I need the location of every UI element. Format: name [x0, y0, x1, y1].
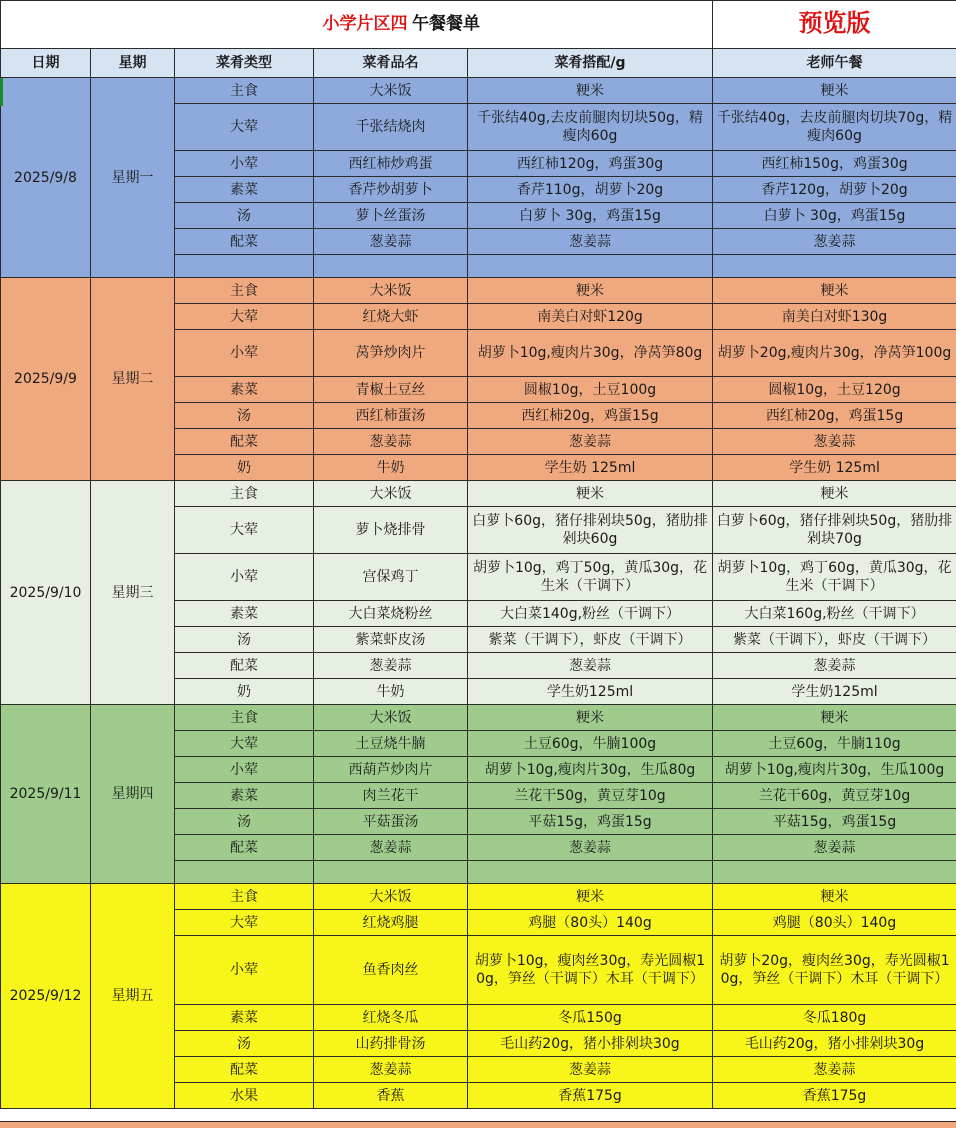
ingredients-cell[interactable]: 葱姜蒜	[468, 1057, 713, 1083]
dish-name-cell[interactable]: 葱姜蒜	[314, 653, 468, 679]
dish-name-cell[interactable]: 千张结烧肉	[314, 104, 468, 151]
dish-name-cell[interactable]: 香芹炒胡萝卜	[314, 177, 468, 203]
dish-type-cell[interactable]: 主食	[175, 278, 314, 304]
table-row	[1, 705, 956, 731]
teacher-lunch-cell[interactable]: 香蕉175g	[713, 1083, 956, 1109]
weekday-cell[interactable]: 星期三	[91, 481, 175, 705]
weekday-cell[interactable]: 星期四	[91, 705, 175, 884]
dish-type-cell[interactable]: 配菜	[175, 835, 314, 861]
dish-type-cell[interactable]: 素菜	[175, 1005, 314, 1031]
table-row	[1, 884, 956, 910]
ingredients-cell[interactable]: 粳米	[468, 278, 713, 304]
teacher-lunch-cell[interactable]: 葱姜蒜	[713, 653, 956, 679]
dish-name-cell[interactable]: 平菇蛋汤	[314, 809, 468, 835]
dish-name-cell[interactable]: 葱姜蒜	[314, 835, 468, 861]
dish-name-cell[interactable]: 西葫芦炒肉片	[314, 757, 468, 783]
ingredients-cell[interactable]: 大白菜140g,粉丝（干调下）	[468, 601, 713, 627]
dish-name-cell[interactable]: 山药排骨汤	[314, 1031, 468, 1057]
teacher-lunch-cell[interactable]: 鸡腿（80头）140g	[713, 910, 956, 936]
dish-type-cell[interactable]: 汤	[175, 809, 314, 835]
teacher-lunch-cell[interactable]: 学生奶125ml	[713, 679, 956, 705]
weekday-cell[interactable]: 星期一	[91, 78, 175, 278]
dish-type-cell[interactable]: 汤	[175, 1031, 314, 1057]
dish-name-cell[interactable]: 大米饭	[314, 78, 468, 104]
teacher-lunch-cell[interactable]: 葱姜蒜	[713, 835, 956, 861]
row-selection-marker	[0, 78, 3, 106]
ingredients-cell[interactable]	[468, 255, 713, 278]
dish-name-cell[interactable]: 紫菜虾皮汤	[314, 627, 468, 653]
teacher-lunch-cell[interactable]: 毛山药20g，猪小排剁块30g	[713, 1031, 956, 1057]
ingredients-cell[interactable]: 冬瓜150g	[468, 1005, 713, 1031]
ingredients-cell[interactable]: 粳米	[468, 78, 713, 104]
teacher-lunch-cell[interactable]: 兰花干60g，黄豆芽10g	[713, 783, 956, 809]
teacher-lunch-cell[interactable]: 白萝卜 30g，鸡蛋15g	[713, 203, 956, 229]
dish-type-cell[interactable]: 水果	[175, 1083, 314, 1109]
teacher-lunch-cell[interactable]: 南美白对虾130g	[713, 304, 956, 330]
dish-name-cell[interactable]: 大白菜烧粉丝	[314, 601, 468, 627]
teacher-lunch-cell[interactable]: 胡萝卜10g,瘦肉片30g，生瓜100g	[713, 757, 956, 783]
teacher-lunch-cell[interactable]: 粳米	[713, 78, 956, 104]
dish-name-cell[interactable]: 大米饭	[314, 705, 468, 731]
dish-name-cell[interactable]: 葱姜蒜	[314, 229, 468, 255]
weekday-cell[interactable]: 星期二	[91, 278, 175, 481]
teacher-lunch-cell[interactable]: 粳米	[713, 884, 956, 910]
dish-type-cell[interactable]: 配菜	[175, 429, 314, 455]
dish-type-cell[interactable]: 素菜	[175, 177, 314, 203]
dish-name-cell[interactable]: 大米饭	[314, 278, 468, 304]
dish-name-cell[interactable]: 红烧冬瓜	[314, 1005, 468, 1031]
dish-type-cell[interactable]: 汤	[175, 627, 314, 653]
ingredients-cell[interactable]: 南美白对虾120g	[468, 304, 713, 330]
header-date[interactable]: 日期	[1, 49, 91, 78]
menu-title	[91, 1, 713, 49]
ingredients-cell[interactable]: 白萝卜 30g，鸡蛋15g	[468, 203, 713, 229]
teacher-lunch-cell[interactable]: 粳米	[713, 481, 956, 507]
teacher-lunch-cell[interactable]: 白萝卜60g，猪仔排剁块50g，猪肋排剁块70g	[713, 507, 956, 554]
dish-name-cell[interactable]	[314, 861, 468, 884]
date-cell[interactable]: 2025/9/11	[1, 705, 91, 884]
dish-type-cell[interactable]: 汤	[175, 203, 314, 229]
title-row	[1, 1, 956, 49]
dish-name-cell[interactable]: 莴笋炒肉片	[314, 330, 468, 377]
ingredients-cell[interactable]: 学生奶125ml	[468, 679, 713, 705]
ingredients-cell[interactable]: 葱姜蒜	[468, 229, 713, 255]
dish-name-cell[interactable]: 萝卜烧排骨	[314, 507, 468, 554]
dish-type-cell[interactable]: 小荤	[175, 554, 314, 601]
dish-type-cell[interactable]: 主食	[175, 481, 314, 507]
ingredients-cell[interactable]: 紫菜（干调下），虾皮（干调下）	[468, 627, 713, 653]
dish-type-cell[interactable]: 小荤	[175, 330, 314, 377]
dish-name-cell[interactable]: 青椒土豆丝	[314, 377, 468, 403]
teacher-lunch-cell[interactable]: 圆椒10g，土豆120g	[713, 377, 956, 403]
dish-name-cell[interactable]: 萝卜丝蛋汤	[314, 203, 468, 229]
ingredients-cell[interactable]: 葱姜蒜	[468, 653, 713, 679]
header-row	[1, 49, 956, 78]
dish-type-cell[interactable]: 小荤	[175, 936, 314, 1005]
dish-name-cell[interactable]: 土豆烧牛腩	[314, 731, 468, 757]
teacher-lunch-cell[interactable]: 香芹120g，胡萝卜20g	[713, 177, 956, 203]
ingredients-cell[interactable]: 胡萝卜10g，瘦肉丝30g，寿光圆椒10g，笋丝（干调下）木耳（干调下）	[468, 936, 713, 1005]
ingredients-cell[interactable]: 胡萝卜10g,瘦肉片30g，生瓜80g	[468, 757, 713, 783]
teacher-lunch-cell[interactable]: 平菇15g，鸡蛋15g	[713, 809, 956, 835]
table-row	[1, 78, 956, 104]
preview-badge-cell	[713, 1, 956, 49]
dish-name-cell[interactable]: 鱼香肉丝	[314, 936, 468, 1005]
ingredients-cell[interactable]: 圆椒10g，土豆100g	[468, 377, 713, 403]
ingredients-cell[interactable]: 粳米	[468, 884, 713, 910]
header-teacher-lunch[interactable]: 老师午餐	[713, 49, 956, 78]
dish-name-cell[interactable]: 香蕉	[314, 1083, 468, 1109]
ingredients-cell[interactable]: 葱姜蒜	[468, 835, 713, 861]
dish-type-cell[interactable]: 汤	[175, 403, 314, 429]
date-cell[interactable]: 2025/9/12	[1, 884, 91, 1109]
teacher-lunch-cell[interactable]: 葱姜蒜	[713, 1057, 956, 1083]
school-name: 小学片区四	[323, 14, 408, 34]
teacher-lunch-cell[interactable]: 冬瓜180g	[713, 1005, 956, 1031]
ingredients-cell[interactable]: 胡萝卜10g，鸡丁50g，黄瓜30g，花生米（干调下）	[468, 554, 713, 601]
teacher-lunch-cell[interactable]: 千张结40g，去皮前腿肉切块70g，精瘦肉60g	[713, 104, 956, 151]
dish-name-cell[interactable]	[314, 255, 468, 278]
dish-type-cell[interactable]: 主食	[175, 705, 314, 731]
header-dish-name[interactable]: 菜肴品名	[314, 49, 468, 78]
ingredients-cell[interactable]: 白萝卜60g，猪仔排剁块50g，猪肋排剁块60g	[468, 507, 713, 554]
teacher-lunch-cell[interactable]: 葱姜蒜	[713, 229, 956, 255]
dish-type-cell[interactable]: 大荤	[175, 910, 314, 936]
dish-type-cell[interactable]: 配菜	[175, 1057, 314, 1083]
ingredients-cell[interactable]: 平菇15g，鸡蛋15g	[468, 809, 713, 835]
header-weekday[interactable]: 星期	[91, 49, 175, 78]
dish-type-cell[interactable]: 奶	[175, 455, 314, 481]
dish-name-cell[interactable]: 西红柿蛋汤	[314, 403, 468, 429]
ingredients-cell[interactable]: 西红柿20g，鸡蛋15g	[468, 403, 713, 429]
dish-name-cell[interactable]: 大米饭	[314, 884, 468, 910]
teacher-lunch-cell[interactable]: 胡萝卜20g，瘦肉丝30g，寿光圆椒10g，笋丝（干调下）木耳（干调下）	[713, 936, 956, 1005]
dish-type-cell[interactable]: 主食	[175, 78, 314, 104]
dish-type-cell[interactable]: 大荤	[175, 731, 314, 757]
ingredients-cell[interactable]: 西红柿120g，鸡蛋30g	[468, 151, 713, 177]
preview-badge: 预览版	[799, 9, 871, 37]
table-row	[1, 481, 956, 507]
table-row	[1, 278, 956, 304]
dish-type-cell[interactable]	[175, 255, 314, 278]
teacher-lunch-cell[interactable]: 胡萝卜20g,瘦肉片30g，净莴笋100g	[713, 330, 956, 377]
ingredients-cell[interactable]: 粳米	[468, 705, 713, 731]
date-cell[interactable]: 2025/9/9	[1, 278, 91, 481]
dish-name-cell[interactable]: 牛奶	[314, 455, 468, 481]
dish-type-cell[interactable]: 奶	[175, 679, 314, 705]
ingredients-cell[interactable]	[468, 861, 713, 884]
teacher-lunch-cell[interactable]: 胡萝卜10g，鸡丁60g，黄瓜30g，花生米（干调下）	[713, 554, 956, 601]
dish-name-cell[interactable]: 肉兰花干	[314, 783, 468, 809]
dish-type-cell[interactable]	[175, 861, 314, 884]
dish-name-cell[interactable]: 红烧鸡腿	[314, 910, 468, 936]
ingredients-cell[interactable]: 葱姜蒜	[468, 429, 713, 455]
meal-name: 午餐餐单	[412, 14, 480, 34]
title-left-blank	[1, 1, 91, 49]
dish-type-cell[interactable]: 主食	[175, 884, 314, 910]
teacher-lunch-cell[interactable]: 粳米	[713, 705, 956, 731]
dish-type-cell[interactable]: 配菜	[175, 229, 314, 255]
dish-type-cell[interactable]: 素菜	[175, 601, 314, 627]
dish-type-cell[interactable]: 大荤	[175, 304, 314, 330]
date-cell[interactable]: 2025/9/8	[1, 78, 91, 278]
teacher-lunch-cell[interactable]: 大白菜160g,粉丝（干调下）	[713, 601, 956, 627]
ingredients-cell[interactable]: 鸡腿（80头）140g	[468, 910, 713, 936]
dish-name-cell[interactable]: 大米饭	[314, 481, 468, 507]
teacher-lunch-cell[interactable]: 学生奶 125ml	[713, 455, 956, 481]
ingredients-cell[interactable]: 粳米	[468, 481, 713, 507]
ingredients-cell[interactable]: 土豆60g，牛腩100g	[468, 731, 713, 757]
teacher-lunch-cell[interactable]: 粳米	[713, 278, 956, 304]
dish-type-cell[interactable]: 小荤	[175, 757, 314, 783]
ingredients-cell[interactable]: 香蕉175g	[468, 1083, 713, 1109]
ingredients-cell[interactable]: 胡萝卜10g,瘦肉片30g，净莴笋80g	[468, 330, 713, 377]
dish-type-cell[interactable]: 配菜	[175, 653, 314, 679]
dish-name-cell[interactable]: 宫保鸡丁	[314, 554, 468, 601]
dish-type-cell[interactable]: 大荤	[175, 104, 314, 151]
teacher-lunch-cell[interactable]	[713, 861, 956, 884]
dish-name-cell[interactable]: 西红柿炒鸡蛋	[314, 151, 468, 177]
dish-name-cell[interactable]: 牛奶	[314, 679, 468, 705]
weekday-cell[interactable]: 星期五	[91, 884, 175, 1109]
ingredients-cell[interactable]: 香芹110g，胡萝卜20g	[468, 177, 713, 203]
teacher-lunch-cell[interactable]: 紫菜（干调下），虾皮（干调下）	[713, 627, 956, 653]
ingredients-cell[interactable]: 兰花干50g，黄豆芽10g	[468, 783, 713, 809]
header-ingredients[interactable]: 菜肴搭配/g	[468, 49, 713, 78]
teacher-lunch-cell[interactable]: 西红柿20g，鸡蛋15g	[713, 403, 956, 429]
teacher-lunch-cell[interactable]	[713, 255, 956, 278]
teacher-lunch-cell[interactable]: 土豆60g，牛腩110g	[713, 731, 956, 757]
dish-type-cell[interactable]: 素菜	[175, 783, 314, 809]
teacher-lunch-cell[interactable]: 葱姜蒜	[713, 429, 956, 455]
teacher-lunch-cell[interactable]: 西红柿150g，鸡蛋30g	[713, 151, 956, 177]
dish-type-cell[interactable]: 小荤	[175, 151, 314, 177]
dish-type-cell[interactable]: 大荤	[175, 507, 314, 554]
ingredients-cell[interactable]: 千张结40g,去皮前腿肉切块50g，精瘦肉60g	[468, 104, 713, 151]
ingredients-cell[interactable]: 毛山药20g，猪小排剁块30g	[468, 1031, 713, 1057]
date-cell[interactable]: 2025/9/10	[1, 481, 91, 705]
ingredients-cell[interactable]: 学生奶 125ml	[468, 455, 713, 481]
dish-name-cell[interactable]: 葱姜蒜	[314, 1057, 468, 1083]
dish-name-cell[interactable]: 红烧大虾	[314, 304, 468, 330]
dish-name-cell[interactable]: 葱姜蒜	[314, 429, 468, 455]
dish-type-cell[interactable]: 素菜	[175, 377, 314, 403]
header-dish-type[interactable]: 菜肴类型	[175, 49, 314, 78]
